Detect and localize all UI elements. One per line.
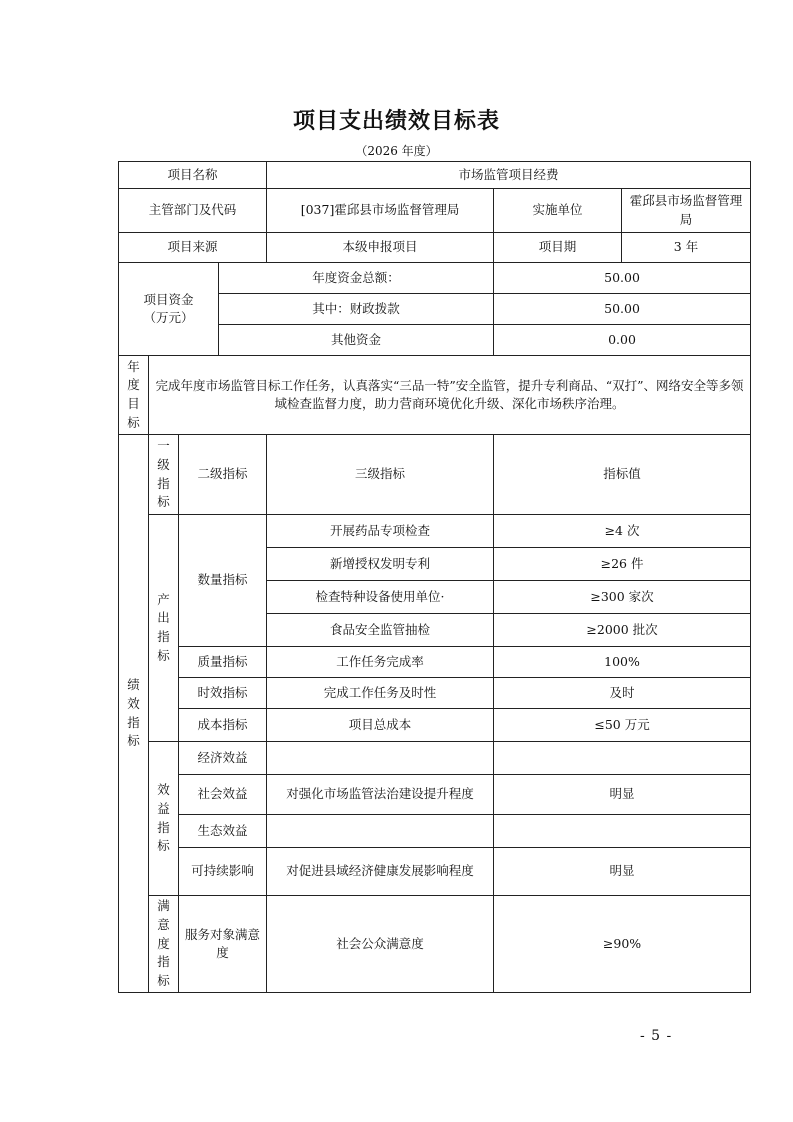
indicator-value: ≤50 万元 (494, 709, 751, 742)
dept-label: 主管部门及代码 (119, 189, 267, 233)
indicator-value (494, 815, 751, 848)
satisfaction-indicator-label: 满意度指标 (157, 898, 170, 989)
indicator-name: 工作任务完成率 (267, 647, 494, 678)
dept-value: [037]霍邱县市场监督管理局 (267, 189, 494, 233)
eco-label: 生态效益 (179, 815, 267, 848)
time-label: 时效指标 (179, 678, 267, 709)
indicator-name: 项目总成本 (267, 709, 494, 742)
row-source (119, 233, 751, 263)
sustain-label: 可持续影响 (179, 848, 267, 896)
table-row (119, 848, 751, 896)
table-row (119, 678, 751, 709)
indicator-name (267, 815, 494, 848)
indicator-value: ≥26 件 (494, 548, 751, 581)
funds-total-value: 50.00 (494, 263, 751, 294)
source-value: 本级申报项目 (267, 233, 494, 263)
indicator-name: 开展药品专项检查 (267, 515, 494, 548)
goal-text: 完成年度市场监管目标工作任务，认真落实“三品一特”安全监管，提升专利商品、“双打”、网络安全等多领域检查监督力度，助力营商环境优化升级、深化市场秩序治理。 (149, 356, 751, 435)
indicator-name: 食品安全监管抽检 (267, 614, 494, 647)
impl-value: 霍邱县市场监督管理局 (622, 189, 751, 233)
impl-label: 实施单位 (494, 189, 622, 233)
table-row (119, 647, 751, 678)
funds-fiscal-label: 其中：财政拨款 (219, 294, 494, 325)
indicator-value: ≥4 次 (494, 515, 751, 548)
social-label: 社会效益 (179, 775, 267, 815)
table-row (119, 742, 751, 775)
value-header: 指标值 (494, 435, 751, 515)
project-name-label: 项目名称 (119, 162, 267, 189)
performance-table (118, 161, 751, 993)
period-value: 3 年 (622, 233, 751, 263)
row-indicator-header (119, 435, 751, 515)
quality-label: 质量指标 (179, 647, 267, 678)
row-project-name (119, 162, 751, 189)
level1-header: 一级指标 (157, 438, 170, 510)
row-annual-goal (119, 356, 751, 435)
table-row (119, 775, 751, 815)
table-row (119, 896, 751, 993)
table-row (119, 709, 751, 742)
source-label: 项目来源 (119, 233, 267, 263)
indicator-value: 100% (494, 647, 751, 678)
table-row (119, 815, 751, 848)
indicator-name: 完成工作任务及时性 (267, 678, 494, 709)
indicator-value: 明显 (494, 775, 751, 815)
funds-other-value: 0.00 (494, 325, 751, 356)
year-label: （2026 年度） (355, 144, 438, 158)
indicator-group-label: 绩效指标 (127, 677, 140, 749)
row-funds-total (119, 263, 751, 294)
indicator-name (267, 742, 494, 775)
funds-label: 项目资金 （万元） (119, 263, 219, 356)
indicator-value: 明显 (494, 848, 751, 896)
funds-fiscal-value: 50.00 (494, 294, 751, 325)
indicator-name: 检查特种设备使用单位· (267, 581, 494, 614)
indicator-value (494, 742, 751, 775)
project-name-value: 市场监管项目经费 (267, 162, 751, 189)
funds-other-label: 其他资金 (219, 325, 494, 356)
econ-label: 经济效益 (179, 742, 267, 775)
level3-header: 三级指标 (267, 435, 494, 515)
indicator-value: ≥2000 批次 (494, 614, 751, 647)
indicator-name: 新增授权发明专利 (267, 548, 494, 581)
period-label: 项目期 (494, 233, 622, 263)
indicator-value: 及时 (494, 678, 751, 709)
page-number: - 5 - (640, 1028, 673, 1044)
service-label: 服务对象满意度 (179, 896, 267, 993)
indicator-name: 对促进县域经济健康发展影响程度 (267, 848, 494, 896)
output-indicator-label: 产出指标 (157, 591, 170, 663)
page-title: 项目支出绩效目标表 (292, 108, 500, 134)
cost-label: 成本指标 (179, 709, 267, 742)
benefit-indicator-label: 效益指标 (157, 782, 170, 854)
indicator-value: ≥300 家次 (494, 581, 751, 614)
level2-header: 二级指标 (179, 435, 267, 515)
table-row (119, 515, 751, 548)
indicator-name: 对强化市场监管法治建设提升程度 (267, 775, 494, 815)
row-department (119, 189, 751, 233)
funds-total-label: 年度资金总额： (219, 263, 494, 294)
indicator-value: ≥90% (494, 896, 751, 993)
quantity-label: 数量指标 (179, 515, 267, 647)
indicator-name: 社会公众满意度 (267, 896, 494, 993)
goal-label: 年度目标 (127, 358, 140, 430)
